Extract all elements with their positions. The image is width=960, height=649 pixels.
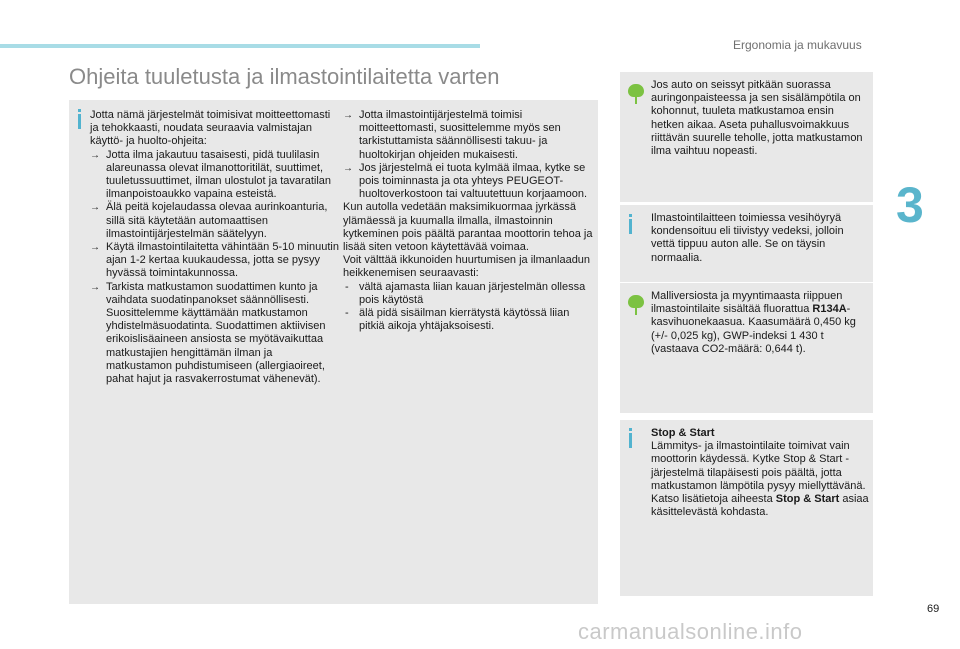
info-icon bbox=[629, 433, 632, 448]
list-item: → Älä peitä kojelaudassa olevaa aurinkoanturia, sillä sitä käytetään automaattisen ilmastointijärjestelmän säätelyyn. bbox=[90, 201, 340, 241]
info-icon bbox=[78, 114, 81, 129]
refrigerant-text: Malliversiosta ja myyntimaasta riippuen ilmastointilaite sisältää fluorattua R134A-kasvihuonekaasua. Kaasumäärä 0,450 kg (+/- 0,025 kg), GWP-indeksi 1 430 t (vastaava CO2-määrä: 0,644 t). bbox=[651, 290, 856, 355]
condensation-text: Ilmastointilaitteen toimiessa vesihöyryä kondensoituu eli tiivistyy vedeksi, jolloin vettä tippuu auton alle. Se on täysin normaalia. bbox=[651, 212, 844, 264]
refrigerant-code: R134A bbox=[812, 303, 847, 316]
stop-start-reference: Katso lisätietoja aiheesta Stop & Start asiaa käsittelevästä kohdasta. bbox=[651, 493, 869, 519]
list-item: → Jotta ilmastointijärjestelmä toimisi moitteettomasti, suosittelemme myös sen tarkistuttamista säännöllisesti takuu- ja huoltokirjan ohjeiden mukaisesti. bbox=[343, 109, 593, 162]
header-accent-bar bbox=[0, 44, 480, 48]
sun-tip-box bbox=[620, 72, 873, 202]
sun-tip-text: Jos auto on seissyt pitkään suorassa auringonpaisteessa ja sen sisälämpötila on kohonnut, tuuleta matkustamoa ensin hetken aikaa. Aseta puhallusvoimakkuus riittävän suurelle teholle, jotta matkustamon ilma vaihtuu nopeasti. bbox=[651, 79, 863, 158]
paragraph: Voit välttää ikkunoiden huurtumisen ja ilmanlaadun heikkenemisen seuraavasti: bbox=[343, 254, 591, 280]
stop-start-title: Stop & Start bbox=[651, 427, 715, 439]
page-title: Ohjeita tuuletusta ja ilmastointilaitetta varten bbox=[69, 64, 500, 89]
main-column-right bbox=[343, 109, 593, 333]
watermark: carmanualsonline.info bbox=[578, 619, 803, 644]
intro-text: Jotta nämä järjestelmät toimisivat moitteettomasti ja tehokkaasti, noudata seuraavia valmistajan käyttö- ja huolto-ohjeita: bbox=[90, 109, 331, 148]
list-item: - vältä ajamasta liian kauan järjestelmän ollessa pois käytöstä bbox=[343, 281, 593, 307]
list-item: → Käytä ilmastointilaitetta vähintään 5-10 minuutin ajan 1-2 kertaa kuukaudessa, jotta se pysyy hyvässä toimintakunnossa. bbox=[90, 241, 340, 281]
main-column-left bbox=[90, 109, 340, 386]
page-number: 69 bbox=[927, 603, 940, 615]
condensation-box bbox=[620, 205, 873, 282]
list-item: - älä pidä sisäilman kierrätystä käytössä liian pitkiä aikoja yhtäjaksoisesti. bbox=[343, 307, 593, 333]
eco-leaf-icon bbox=[628, 295, 644, 315]
list-item: → Tarkista matkustamon suodattimen kunto ja vaihdata suodatinpanokset säännöllisesti. Suosittelemme käyttämään matkustamon yhdistelmäsuodatinta. Suodattimen aktiivisen erikoislisäaineen ansiosta se myötävaikuttaa matkustajien hengittämän ilman ja matkustamon puhdistumiseen (allergiaoireet, pahat hajut ja rasvakerrostumat vähenevät). bbox=[90, 281, 340, 387]
refrigerant-box bbox=[620, 283, 873, 413]
list-item: → Jotta ilma jakautuu tasaisesti, pidä tuulilasin alareunassa olevat ilmanottoritilät, suuttimet, tuuletussuuttimet, ilman ulostulot ja tavaratilan ilmanpoistoaukko vapaina esteistä. bbox=[90, 149, 340, 202]
stop-start-box bbox=[620, 420, 873, 596]
stop-start-text: Lämmitys- ja ilmastointilaite toimivat vain moottorin käydessä. Kytke Stop & Start -järjestelmä tilapäisesti pois päältä, jotta matkustamon lämpötila pysyy miellyttävänä. bbox=[651, 440, 866, 492]
info-icon bbox=[629, 219, 632, 234]
chapter-number: 3 bbox=[896, 177, 924, 233]
stop-start-content bbox=[651, 427, 869, 519]
main-info-panel bbox=[69, 100, 598, 604]
paragraph: Kun autolla vedetään maksimikuormaa jyrkässä ylämäessä ja kuumalla ilmalla, ilmastoinnin kytkeminen pois päältä parantaa moottorin tehoa ja lisää siten vetoon käytettävää voimaa. bbox=[343, 201, 593, 254]
list-item: → Jos järjestelmä ei tuota kylmää ilmaa, kytke se pois toiminnasta ja ota yhteys PEUGEOT-huoltoverkostoon tai valtuutettuun korjaamoon. bbox=[343, 162, 593, 202]
section-title: Ergonomia ja mukavuus bbox=[733, 38, 862, 52]
eco-leaf-icon bbox=[628, 84, 644, 104]
